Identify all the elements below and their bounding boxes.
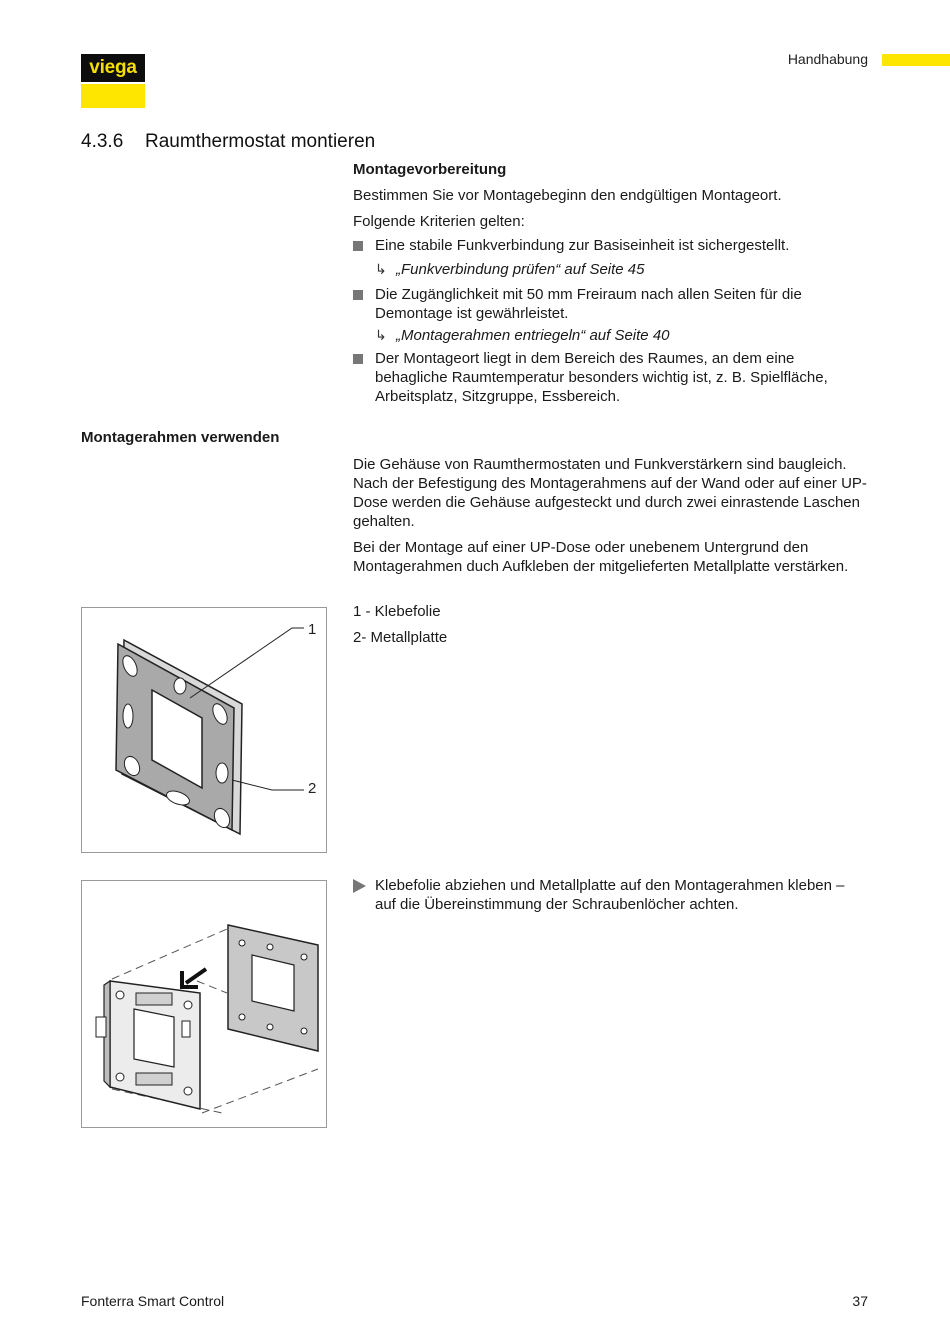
header-yellow-bar bbox=[882, 54, 950, 66]
cross-reference-arrow-icon: ↳ bbox=[375, 327, 387, 343]
instruction-text: Klebefolie abziehen und Metallplatte auf den Montagerahmen kleben – auf die Übereinstimmung der Schraubenlöcher achten. bbox=[375, 877, 845, 913]
callout-1-label: 1 bbox=[308, 621, 317, 638]
cross-reference-text: „Montagerahmen entriegeln“ auf Seite 40 bbox=[396, 327, 670, 344]
criteria-text: Der Montageort liegt in dem Bereich des Raumes, an dem eine behagliche Raumtemperatur besonders wichtig ist, z. B. Spielfläche, Arbeitsplatz, Sitzgruppe, Essbereich. bbox=[375, 350, 828, 405]
callout-2-label: 2 bbox=[308, 780, 317, 797]
criteria-text: Eine stabile Funkverbindung zur Basiseinheit ist sichergestellt. bbox=[375, 237, 790, 254]
legend-item-2: 2- Metallplatte bbox=[353, 629, 448, 646]
prep-intro-1: Bestimmen Sie vor Montagebeginn den endgültigen Montageort. bbox=[353, 187, 782, 204]
section-number: 4.3.6 bbox=[81, 131, 124, 152]
criteria-item bbox=[353, 349, 868, 406]
criteria-item bbox=[353, 285, 868, 323]
bullet-square-icon bbox=[353, 290, 363, 300]
section-title-text: Raumthermostat montieren bbox=[145, 131, 376, 152]
frame-paragraph-2: Bei der Montage auf einer UP-Dose oder unebenem Untergrund den Montagerahmen duch Aufkleben der mitgelieferten Metallplatte verstärken. bbox=[353, 539, 849, 575]
frame-paragraph-1: Die Gehäuse von Raumthermostaten und Funkverstärkern sind baugleich. Nach der Befestigung des Montagerahmens auf der Wand oder auf einer UP-Dose werden die Gehäuse aufgesteckt und durch zwei einrastende Laschen gehalten. bbox=[353, 456, 867, 530]
header-section-label: Handhabung bbox=[787, 51, 868, 67]
mounting-frame-illustration bbox=[82, 608, 326, 852]
action-arrow-icon bbox=[353, 879, 366, 893]
cross-reference-link[interactable] bbox=[353, 260, 868, 279]
criteria-text: Die Zugänglichkeit mit 50 mm Freiraum nach allen Seiten für die Demontage ist gewährleistet. bbox=[375, 286, 802, 322]
footer-page-number: 37 bbox=[852, 1293, 868, 1309]
prep-intro-2: Folgende Kriterien gelten: bbox=[353, 213, 525, 230]
cross-reference-link[interactable] bbox=[353, 326, 868, 345]
cross-reference-text: „Funkverbindung prüfen“ auf Seite 45 bbox=[396, 261, 645, 278]
footer-product-name: Fonterra Smart Control bbox=[81, 1293, 225, 1309]
figure-attach-metal-plate bbox=[81, 880, 327, 1128]
cross-reference-arrow-icon: ↳ bbox=[375, 261, 387, 277]
criteria-item bbox=[353, 236, 868, 255]
frame-heading: Montagerahmen verwenden bbox=[81, 429, 280, 446]
bullet-square-icon bbox=[353, 354, 363, 364]
brand-logo: viega bbox=[89, 57, 137, 78]
prep-heading: Montagevorbereitung bbox=[353, 161, 507, 178]
instruction-step bbox=[353, 876, 868, 914]
bullet-square-icon bbox=[353, 241, 363, 251]
attach-plate-illustration bbox=[82, 881, 326, 1127]
logo-yellow-block bbox=[81, 84, 145, 108]
legend-item-1: 1 - Klebefolie bbox=[353, 603, 441, 620]
section-title bbox=[81, 131, 375, 153]
figure-mounting-frame bbox=[81, 607, 327, 853]
